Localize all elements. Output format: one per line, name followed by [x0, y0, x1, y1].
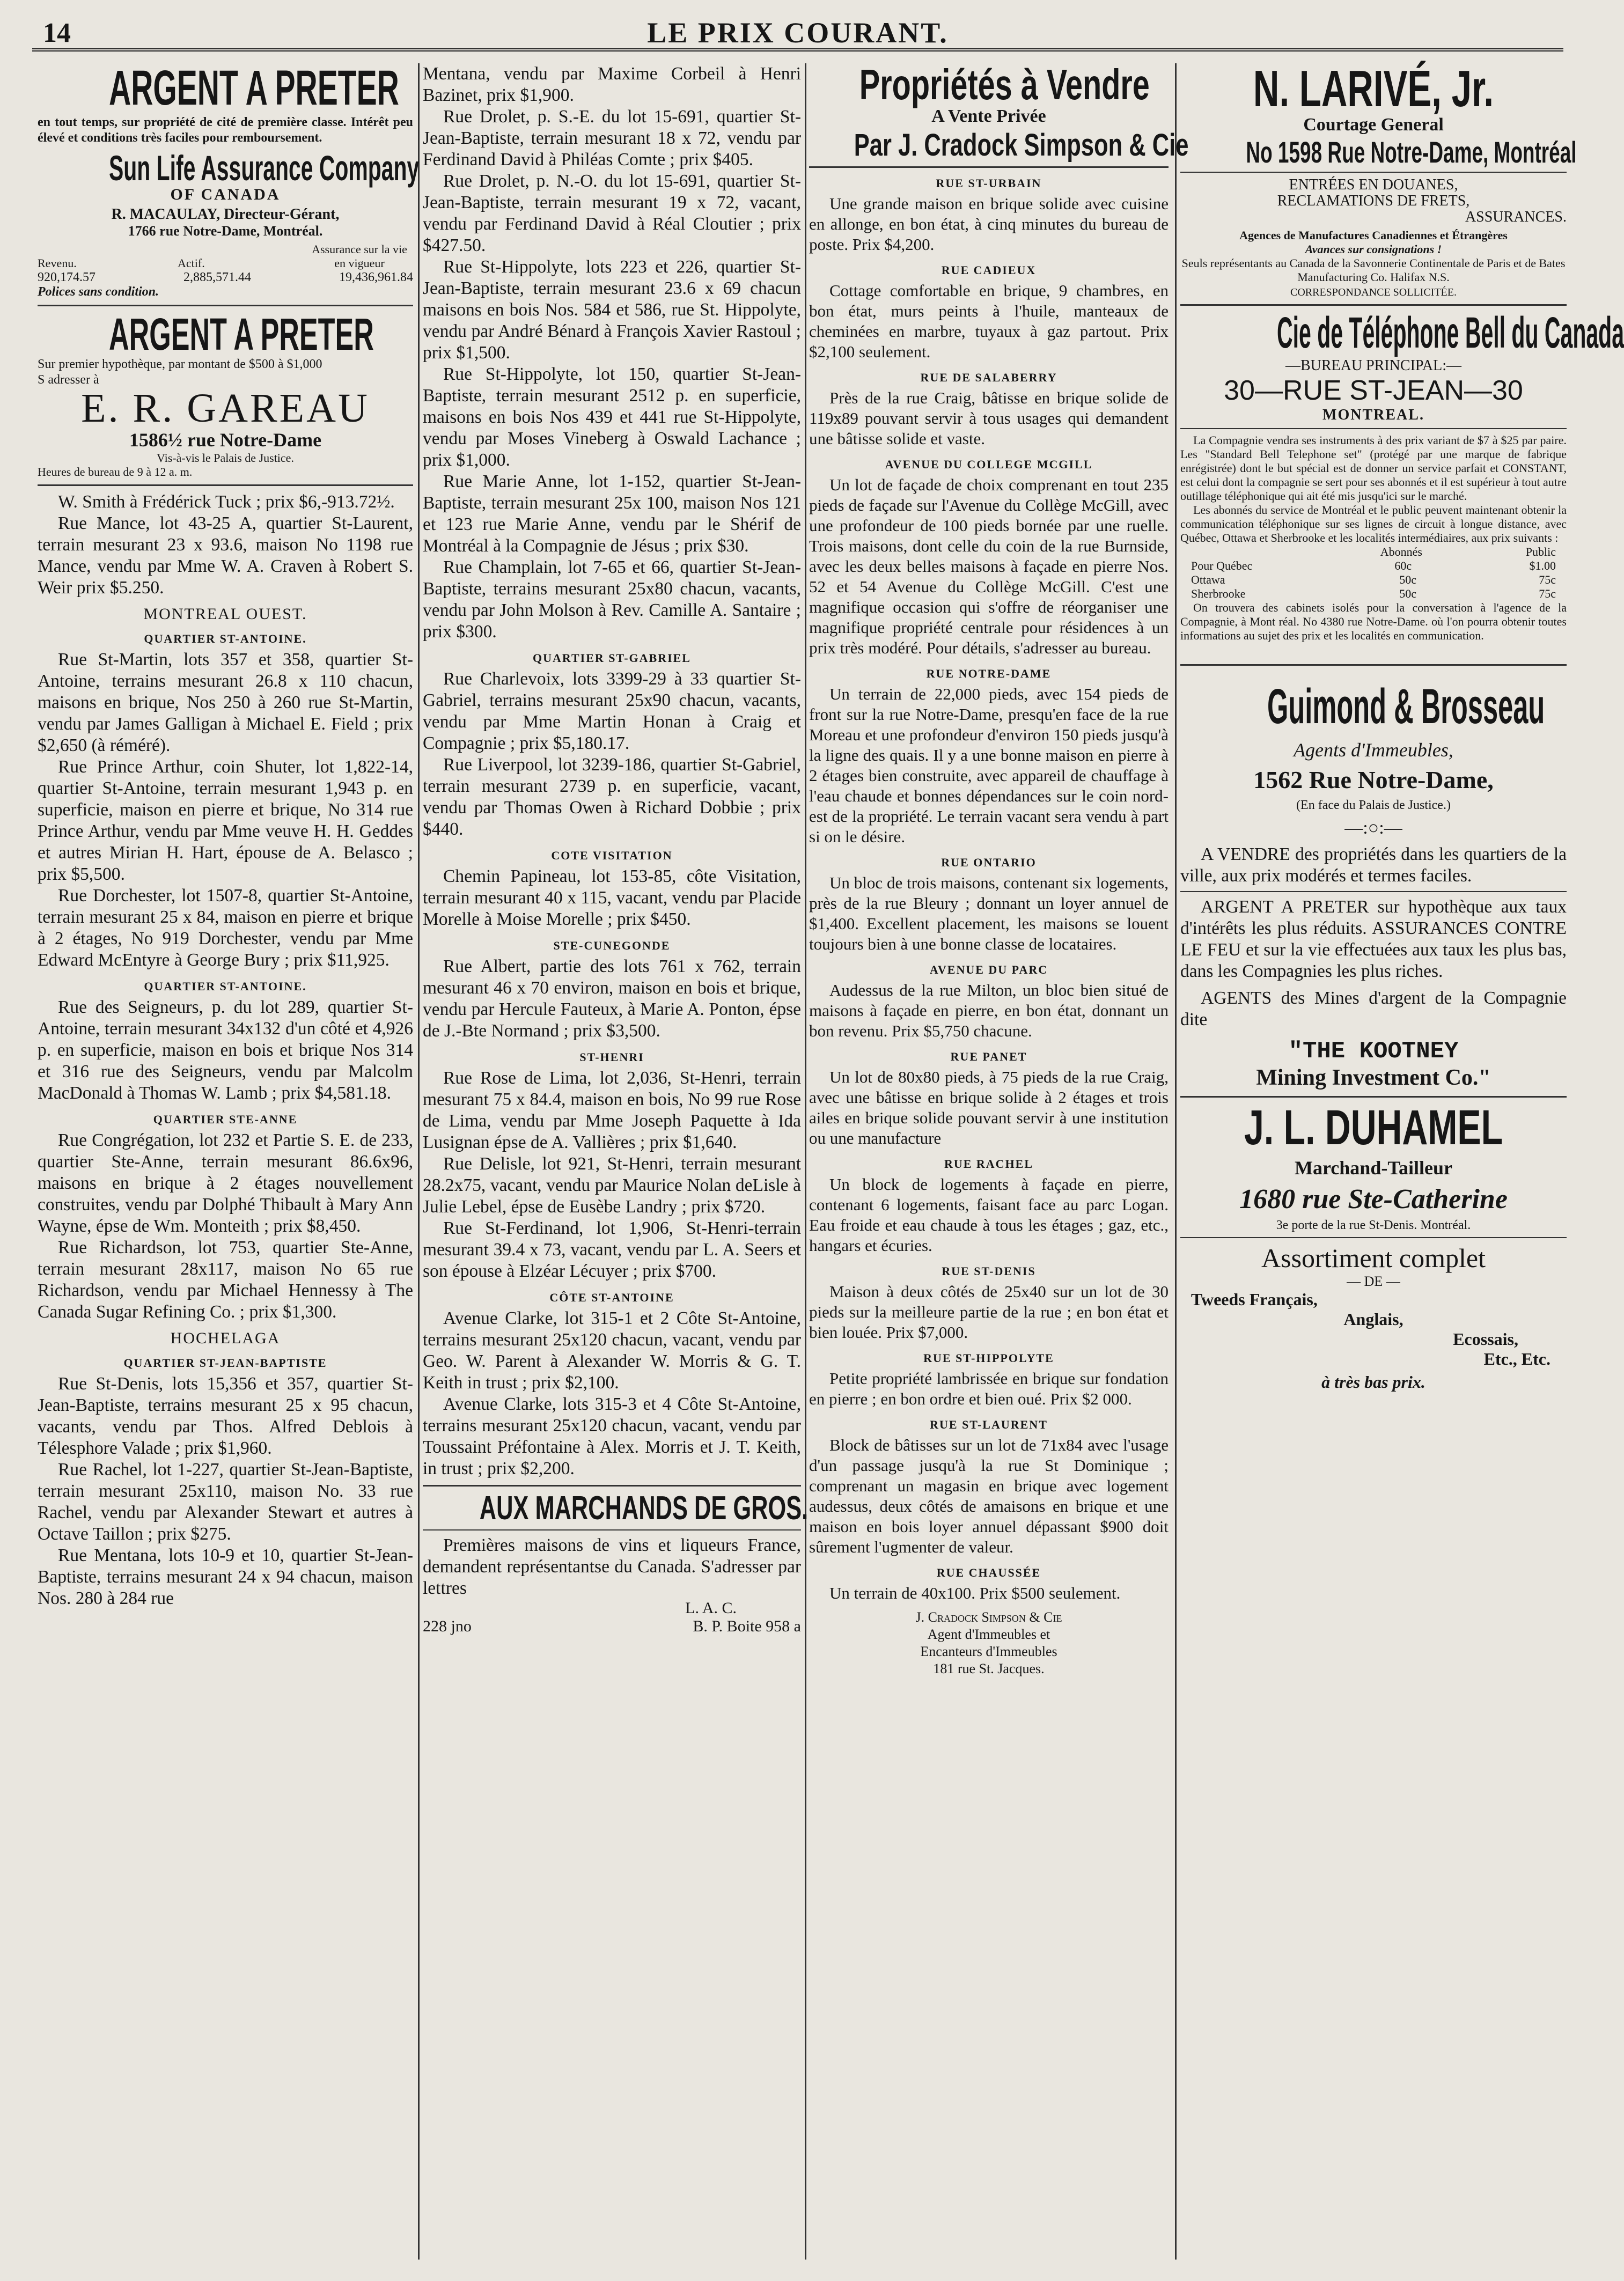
paragraph: Rue Albert, partie des lots 761 x 762, terrain mesurant 46 x 70 environ, maison en bois et brique, vendu par Hercule Fauteux, à Marie A. Ponton, épse de J.-Bte Normand ; prix $3,500.: [423, 956, 801, 1041]
ad-contact: S adresser à: [38, 373, 99, 387]
ad-paragraph: ARGENT A PRETER sur hypothèque aux taux d'intérêts les plus réduits. ASSURANCES CONTRE LE FEU et sur la vie effectuées aux taux les plus bas, dans les Compagnies les plus riches.: [1180, 897, 1567, 981]
listing-description: Près de la rue Craig, bâtisse en brique solide de 119x89 pouvant servir à tous usages qui demandent une bâtisse solide et vaste.: [809, 388, 1169, 448]
ad-title: ARGENT A PRETER: [109, 61, 399, 115]
rate-public: $1.00: [1529, 559, 1556, 572]
ad-body: Premières maisons de vins et liqueurs France, demandent représentantse du Canada. S'adresser par lettres: [423, 1535, 801, 1598]
listing-description: Un bloc de trois maisons, contenant six logements, près de la rue Bleury ; donnant un loyer annuel de $1,400. Excellent placement, les maisons se louent toujours bien à une bonne classe de locataires.: [809, 873, 1169, 953]
paragraph: Rue Congrégation, lot 232 et Partie S. E. de 233, quartier Ste-Anne, terrain mesurant 86.6x96, maisons en brique à 2 étages nouvellement construites, vendu par Dolphé Thibault à Mary Ann Wayne, épse de Wm. Monteith ; prix $8,450.: [38, 1130, 413, 1236]
ad-paragraph: On trouvera des cabinets isolés pour la conversation à l'agence de la Compagnie, à Mont réal. No 4380 rue Notre-Dame. où l'on pourra obtenir toutes informations au sujet des prix et les localités en communication.: [1180, 601, 1567, 642]
gareau-ad: [38, 309, 413, 479]
section-heading: MONTREAL OUEST.: [143, 605, 307, 623]
financial-table-head: [38, 242, 413, 270]
section-subheading: CÔTE ST-ANTOINE: [549, 1291, 674, 1304]
ad-box: B. P. Boite 958 a: [693, 1617, 801, 1635]
ad-address: 1562 Rue Notre-Dame,: [1253, 766, 1494, 793]
paragraph: Rue St-Ferdinand, lot 1,906, St-Henri-terrain mesurant 39.4 x 73, vacant, vendu par L. A. Seers et son épouse à Elzéar Lécuyer ; prix $700.: [423, 1218, 801, 1281]
company-name: Sun Life Assurance Company: [109, 148, 420, 188]
marchands-ad: [423, 1490, 809, 1636]
listing-description: Un block de logements à façade en pierre, contenant 6 logements, faisant face au parc Logan. Eau froide et eau chaude à tous les étages ; gaz, etc., hangars et écuries.: [809, 1175, 1169, 1255]
ad-title: ARGENT A PRETER: [109, 309, 374, 359]
column-rule: [418, 63, 420, 2260]
section-subheading: QUARTIER STE-ANNE: [153, 1113, 298, 1126]
listing-description: Block de bâtisses sur un lot de 71x84 avec l'usage d'un passage jusqu'à la rue St Dominique ; comprenant un magasin en brique avec logement audessus, deux côtés de amaisons en brique et une maison en bois loyer annuel dépassant $900 doit sûrement l'ugmenter de valeur.: [809, 1436, 1169, 1556]
listing-street-heading: RUE NOTRE-DAME: [926, 667, 1052, 680]
signature-address: 181 rue St. Jacques.: [933, 1661, 1045, 1676]
listing-street-heading: AVENUE DU COLLEGE MCGILL: [885, 458, 1093, 471]
ad-line: — DE —: [1347, 1274, 1400, 1289]
ad-body: en tout temps, sur propriété de cité de première classe. Intérêt peu élevé et conditions très faciles pour remboursement.: [38, 115, 413, 145]
paragraph: Mentana, vendu par Maxime Corbeil à Henri Bazinet, prix $1,900.: [423, 64, 801, 105]
listing-street-heading: RUE RACHEL: [944, 1157, 1034, 1171]
listing-street-heading: RUE ONTARIO: [941, 856, 1037, 869]
section-subheading: QUARTIER ST-ANTOINE.: [144, 980, 307, 993]
ad-line: Agents d'Immeubles,: [1294, 739, 1453, 761]
ad-line: CORRESPONDANCE SOLLICITÉE.: [1290, 286, 1457, 298]
section-subheading: COTE VISITATION: [551, 849, 673, 862]
ad-line: (En face du Palais de Justice.): [1296, 798, 1451, 812]
ad-line: 3e porte de la rue St-Denis. Montréal.: [1276, 1218, 1471, 1232]
listing-street-heading: RUE ST-DENIS: [942, 1264, 1036, 1278]
paragraph: Rue Mentana, lots 10-9 et 10, quartier St-Jean-Baptiste, terrains mesurant 24 x 94 chacun, maison Nos. 280 à 284 rue: [38, 1546, 413, 1608]
paragraph: Rue Charlevoix, lots 3399-29 à 33 quartier St-Gabriel, terrains mesurant 25x90 chacun, vacants, vendu par Mme Martin Honan à Craig et Compagnie ; prix $5,180.17.: [423, 669, 801, 753]
ad-line: à très bas prix.: [1321, 1372, 1425, 1392]
paragraph: Rue Drolet, p. N.-O. du lot 15-691, quartier St-Jean-Baptiste, terrain mesurant 19 x 72, vacant, vendu par Ferdinand David à Réal Cloutier ; prix $427.50.: [423, 171, 801, 255]
ad-line: ASSURANCES.: [1465, 209, 1567, 225]
ad-line: Marchand-Tailleur: [1294, 1157, 1453, 1179]
listing-street-heading: RUE CHAUSSÉE: [936, 1566, 1041, 1579]
company-name: Mining Investment Co.": [1256, 1065, 1491, 1090]
rate-location: Pour Québec: [1191, 559, 1253, 572]
paragraph: Rue Champlain, lot 7-65 et 66, quartier St-Jean-Baptiste, terrains mesurant 25x80 chacun, vacants, vendu par John Molson à Rev. Camille A. Santaire ; prix $300.: [423, 557, 801, 642]
ornament-icon: —:○:—: [1344, 818, 1402, 838]
column-rule: [1175, 63, 1177, 2260]
rates-head-abonnes: Abonnés: [1380, 545, 1422, 558]
rates-table: [1180, 545, 1567, 601]
paragraph: Rue St-Hippolyte, lot 150, quartier St-Jean-Baptiste, terrain mesurant 2512 p. en superficie, maisons en bois Nos 439 et 441 rue St-Hippolyte, vendu par Moses Vineberg à Oswald Lachance ; prix $1,000.: [423, 364, 801, 470]
paragraph: Chemin Papineau, lot 153-85, côte Visitation, terrain mesurant 40 x 115, vacant, vendu par Placide Morelle à Moise Morelle ; prix $450.: [423, 866, 801, 929]
ad-line: Avances sur consignations !: [1305, 242, 1442, 256]
section-subheading: QUARTIER ST-GABRIEL: [533, 651, 691, 665]
ad-opposite: Vis-à-vis le Palais de Justice.: [157, 451, 294, 465]
listing-sections: [809, 176, 1169, 1603]
rate-abonnes: 50c: [1399, 573, 1416, 586]
rates-row: [1191, 573, 1556, 587]
ad-footer: [423, 1617, 801, 1636]
ad-address: 1680 rue Ste-Catherine: [1239, 1184, 1508, 1215]
ad-paragraph: AGENTS des Mines d'argent de la Compagnie dite: [1180, 988, 1567, 1029]
ad-address: 30—RUE ST-JEAN—30: [1224, 375, 1523, 406]
rate-abonnes: 50c: [1399, 587, 1416, 600]
listing-title: Propriétés à Vendre: [859, 61, 1150, 108]
listing-street-heading: AVENUE DU PARC: [929, 963, 1048, 976]
signature-name: J. Cradock Simpson & Cie: [915, 1609, 1062, 1625]
listing-description: Maison à deux côtés de 25x40 sur un lot de 30 pieds sur la meilleure partie de la rue ; en bon état et bien louée. Prix $7,000.: [809, 1282, 1169, 1342]
larive-ad: [1180, 60, 1577, 299]
ad-body: Sur premier hypothèque, par montant de $500 à $1,000: [38, 357, 322, 371]
paragraph: Rue Mance, lot 43-25 A, quartier St-Laurent, terrain mesurant 23 x 93.6, maison No 1198 rue Mance, vendu par Mme W. A. Craven à Robert S. Weir prix $5.250.: [38, 513, 413, 598]
ad-note: Polices sans condition.: [38, 285, 159, 299]
ad-hours: Heures de bureau de 9 à 12 a. m.: [38, 465, 193, 479]
ad-line: —BUREAU PRINCIPAL:—: [1285, 357, 1461, 374]
ad-line: Assortiment complet: [1261, 1243, 1486, 1273]
listing-street-heading: RUE ST-URBAIN: [936, 176, 1042, 190]
paragraph: Rue des Seigneurs, p. du lot 289, quartier St-Antoine, terrain mesurant 34x132 d'un côté et 4,926 p. en superficie, maison en bois et brique Nos 314 et 316 rue des Seigneurs, vendu par Malcolm MacDonald à Thomas W. Lamb ; prix $4,581.18.: [38, 997, 413, 1103]
ad-line: ENTRÉES EN DOUANES,: [1289, 176, 1458, 193]
page-header: [32, 6, 1563, 51]
listing-street-heading: RUE ST-HIPPOLYTE: [923, 1351, 1054, 1365]
rate-public: 75c: [1539, 573, 1556, 586]
value-actif: 2,885,571.44: [183, 270, 251, 284]
listing-description: Audessus de la rue Milton, un bloc bien situé de maisons à façade en pierre, en bon état, donnant un bon revenu. Prix $5,750 chacune.: [809, 981, 1169, 1040]
listing-agent: Par J. Cradock Simpson & Cie: [854, 128, 1189, 163]
paragraph: Rue Prince Arthur, coin Shuter, lot 1,822-14, quartier St-Antoine, terrain mesurant 1,943 p. en superficie, maison en pierre et brique, No 314 rue Prince Arthur, vendu par Mme veuve H. H. Geddes et autres Mirian H. Hart, épouse de A. Belasco ; prix $5,500.: [38, 757, 413, 884]
paragraph: Rue Liverpool, lot 3239-186, quartier St-Gabriel, terrain mesurant 2739 p. en superficie, vacant, vendu par Thomas Owen à Richard Dobbie ; prix $440.: [423, 755, 801, 839]
newspaper-title: LE PRIX COURANT.: [647, 17, 949, 49]
ad-line: Ecossais,: [1453, 1329, 1518, 1349]
ad-subtitle: Courtage General: [1303, 115, 1444, 135]
rate-public: 75c: [1539, 587, 1556, 600]
signature-line: Agent d'Immeubles et: [927, 1627, 1050, 1642]
section-subheading: QUARTIER ST-ANTOINE.: [144, 632, 307, 645]
listing-description: Un lot de 80x80 pieds, à 75 pieds de la rue Craig, avec une bâtisse en brique solide à 2 étages et trois ailes en brique solide pouvant servir à une institution ou une manufacture: [809, 1068, 1169, 1147]
section-subheading: QUARTIER ST-JEAN-BAPTISTE: [123, 1356, 327, 1370]
ad-title: Guimond & Brosseau: [1267, 679, 1545, 734]
paragraph: Rue Richardson, lot 753, quartier Ste-Anne, terrain mesurant 28x117, maison No 65 rue Richardson, vendu par Michael Hennessy à The Canada Sugar Refining Co. ; prix $1,300.: [38, 1238, 413, 1322]
value-assurance: 19,436,961.84: [339, 270, 413, 284]
rates-row: [1191, 559, 1556, 573]
column-1: [38, 61, 420, 2260]
listing-description: Une grande maison en brique solide avec cuisine en allonge, en bon état, à cinq minutes du bureau de poste. Prix $4,200.: [809, 194, 1169, 254]
advertiser-name: E. R. GAREAU: [81, 386, 370, 431]
sun-life-ad: [38, 61, 420, 299]
paragraph: Rue Rose de Lima, lot 2,036, St-Henri, terrain mesurant 75 x 84.4, maison en bois, No 99 rue Rose de Lima, vendu par Mme Joseph Paquette à Ida Lusignan épse de A. Vallières ; prix $1,640.: [423, 1068, 801, 1152]
address: 1766 rue Notre-Dame, Montréal.: [128, 223, 323, 239]
value-revenu: 920,174.57: [38, 270, 95, 284]
ad-title: N. LARIVÉ, Jr.: [1253, 60, 1494, 117]
company-name: "THE KOOTNEY: [1288, 1038, 1459, 1065]
paragraph: Rue St-Denis, lots 15,356 et 357, quartier St-Jean-Baptiste, terrains mesurant 25 x 95 chacun, vacants, vendu par Thos. Alfred Deblois à Télesphore Valade ; prix $1,960.: [38, 1374, 413, 1458]
ad-paragraph: Les abonnés du service de Montréal et le public peuvent maintenant obtenir la communication téléphonique sur ses lignes de circuit à longue distance, avec Québec, Ottawa et Sherbrooke et les localités intermédiaires, aux prix suivants :: [1180, 503, 1567, 545]
paragraph: Rue St-Martin, lots 357 et 358, quartier St-Antoine, terrains mesurant 26.8 x 110 chacun, maisons en brique, Nos 250 à 260 rue St-Martin, vendu par James Galligan à Michael E. Field ; prix $2,650 (à réméré).: [38, 650, 413, 755]
listing-subtitle: A Vente Privée: [931, 106, 1046, 126]
paragraph: Rue Delisle, lot 921, St-Henri, terrain mesurant 28.2x75, vacant, vendu par Maurice Nolan deLisle à Julie Lebel, épse de Eusèbe Landry ; prix $720.: [423, 1154, 801, 1217]
column-3: [809, 61, 1189, 2260]
page-number: 14: [43, 18, 71, 48]
paragraph: Avenue Clarke, lots 315-3 et 4 Côte St-Antoine, terrains mesurant 25x120 chacun, vacant, vendu par Toussaint Préfontaine à Alex. Morris et J. T. Keith, in trust ; prix $2,200.: [423, 1394, 801, 1478]
listing-description: Un terrain de 40x100. Prix $500 seulement.: [829, 1584, 1121, 1602]
ad-signature: L. A. C.: [685, 1599, 737, 1617]
listing-street-heading: RUE ST-LAURENT: [930, 1418, 1048, 1431]
column-4: [1180, 60, 1624, 2260]
listing-signature: [809, 1609, 1169, 1677]
ad-paragraph: La Compagnie vendra ses instruments à des prix variant de $7 à $25 par paire. Les "Standard Bell Telephone set" (protégé par une marque de fabrique enrégistrée) dont le but spécial est de donner un service parfait et CONSTANT, est celui dont la compagnie se sert pour ses abonnés et il est supérieur à tout autre outillage téléphonique qui ait été mis jusqu'ici sur le marché.: [1180, 433, 1567, 503]
col-actif: Actif.: [178, 256, 205, 270]
listing-street-heading: RUE PANET: [950, 1050, 1027, 1063]
ad-line: Etc., Etc.: [1483, 1349, 1550, 1368]
company-subtitle: OF CANADA: [170, 186, 281, 203]
signature-line: Encanteurs d'Immeubles: [920, 1644, 1057, 1659]
ad-title: Cie de Téléphone Bell du Canada: [1277, 308, 1624, 357]
ad-date: 228 jno: [423, 1617, 472, 1635]
listing-description: Un lot de façade de choix comprenant en tout 235 pieds de façade sur l'Avenue du Collège McGill, avec une profondeur de 100 pieds bornée par une ruelle. Trois maisons, dont celle du coin de la rue Burnside, avec les deux belles maisons à façade en pierre Nos. 52 et 54 Avenue du Collège McGill. C'est une magnifique occasion qui s'offre de réorganiser une magnifique propriété centrale pour résidences à un prix très modéré. Pour détails, s'adresser au bureau.: [809, 475, 1169, 657]
paragraph: Rue Rachel, lot 1-227, quartier St-Jean-Baptiste, terrain mesurant 25x110, maison No. 33 rue Rachel, vendu par Alexander Stewart et autres à Octave Taillon ; prix $275.: [38, 1460, 413, 1544]
paragraph: Avenue Clarke, lot 315-1 et 2 Côte St-Antoine, terrains mesurant 25x120 chacun, vacant, vendu par Geo. W. Parent à Alexander W. Morris & G. T. Keith in trust ; prix $2,100.: [423, 1308, 801, 1393]
ad-address: 1586½ rue Notre-Dame: [129, 429, 322, 451]
ad-address: No 1598 Rue Notre-Dame, Montréal: [1246, 135, 1577, 169]
col-revenu: Revenu.: [38, 256, 77, 270]
ad-line: Anglais,: [1343, 1309, 1403, 1329]
financial-table-values: [38, 270, 413, 285]
rate-location: Sherbrooke: [1191, 587, 1246, 600]
ad-line: RECLAMATIONS DE FRETS,: [1277, 193, 1470, 209]
rate-location: Ottawa: [1191, 573, 1225, 586]
paragraph: W. Smith à Frédérick Tuck ; prix $6,-913.72½.: [58, 492, 395, 512]
listing-description: Cottage comfortable en brique, 9 chambres, en bon état, murs peints à l'huile, manteaux de cheminées en marbre, tuyaux à gaz partout. Prix $2,100 seulement.: [809, 281, 1169, 361]
listing-description: Un terrain de 22,000 pieds, avec 154 pieds de front sur la rue Notre-Dame, presqu'en face de la rue Moreau et une profondeur d'environ 150 pieds jusqu'à la ligne des quais. Il y a une bonne maison en pierre à 2 étages bien construite, avec appareil de chauffage à l'eau chaude et bonnes dépendances sur le coin nord-est de la propriété. Le terrain vacant sera vendu à part si on le désire.: [809, 685, 1169, 846]
column-2: [423, 63, 809, 2260]
col-assurance: Assurance sur la vie en vigueur: [312, 242, 407, 270]
section-subheading: STE-CUNEGONDE: [553, 939, 671, 952]
listing-description: Petite propriété lambrissée en brique sur fondation en pierre ; en bon ordre et bien oué. Prix $2 000.: [809, 1369, 1169, 1408]
paragraph: Rue Drolet, p. S.-E. du lot 15-691, quartier St-Jean-Baptiste, terrain mesurant 18 x 72, vendu par Ferdinand David à Philéas Comte ; prix $405.: [423, 107, 801, 170]
rates-row: [1191, 587, 1556, 601]
listing-street-heading: RUE DE SALABERRY: [920, 371, 1057, 384]
bell-ad: [1180, 308, 1624, 643]
paragraph: Rue Dorchester, lot 1507-8, quartier St-Antoine, terrain mesurant 25 x 84, maison en pierre et brique à 2 étages, No 919 Dorchester, vendu par Mme Edward McEntyre à George Bury ; prix $11,925.: [38, 886, 413, 970]
paragraph: Rue Marie Anne, lot 1-152, quartier St-Jean-Baptiste, terrain mesurant 25x 100, maison Nos 121 et 123 rue Marie Anne, vendu par le Shérif de Montréal à la Compagnie de Jésus ; prix $30.: [423, 472, 801, 556]
ad-city: MONTREAL.: [1322, 407, 1424, 423]
paragraph: Rue St-Hippolyte, lots 223 et 226, quartier St-Jean-Baptiste, terrain mesurant 23.6 x 69 chacun maisons en bois Nos. 584 et 586, rue St. Hippolyte, vendu par André Bénard à François Xavier Rastoul ; prix $1,500.: [423, 257, 801, 363]
section-subheading: ST-HENRI: [579, 1050, 644, 1064]
ad-paragraph: A VENDRE des propriétés dans les quartiers de la ville, aux prix modérés et termes faciles.: [1180, 844, 1567, 886]
ad-title: J. L. DUHAMEL: [1244, 1100, 1503, 1155]
ad-line: Agences de Manufactures Canadiennes et Étrangères: [1239, 229, 1508, 242]
rates-head-public: Public: [1525, 545, 1556, 558]
duhamel-ad: [1180, 1100, 1567, 1392]
listing-street-heading: RUE CADIEUX: [941, 263, 1037, 277]
rates-header: [1191, 545, 1556, 559]
ad-line: Seuls représentants au Canada de la Savonnerie Continentale de Paris et de Bates Manufacturing Co. Halifax N.S.: [1181, 256, 1566, 284]
rate-abonnes: 60c: [1394, 559, 1412, 572]
director: R. MACAULAY, Directeur-Gérant,: [111, 206, 340, 223]
ad-title: AUX MARCHANDS DE GROS.: [479, 1490, 809, 1527]
guimond-ad: [1180, 679, 1567, 1091]
ad-line: Tweeds Français,: [1191, 1290, 1318, 1309]
column-rule: [805, 63, 806, 2260]
section-heading: HOCHELAGA: [170, 1329, 281, 1347]
